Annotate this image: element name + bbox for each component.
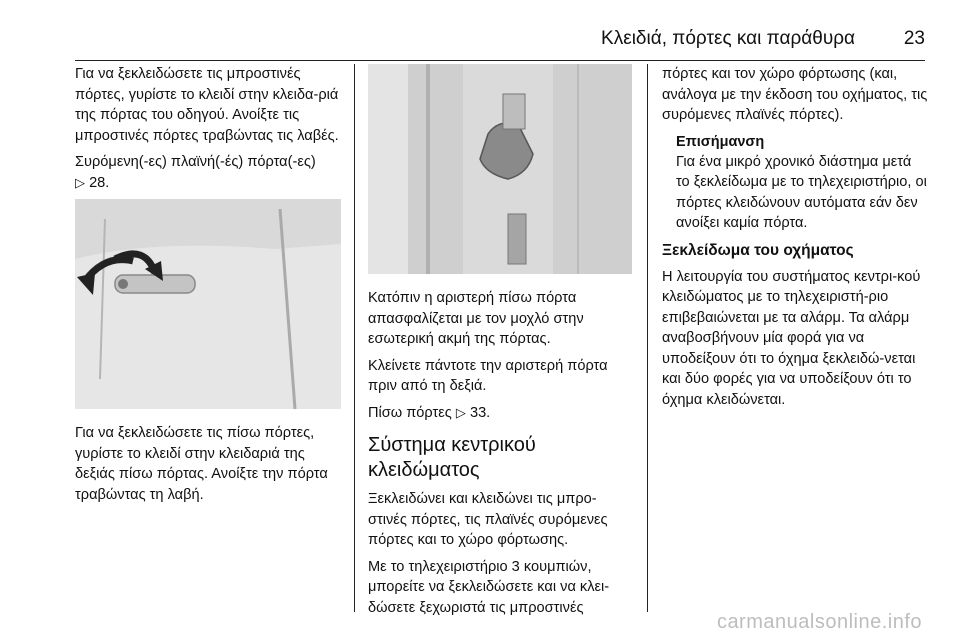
page-header xyxy=(75,22,925,52)
paragraph: Κατόπιν η αριστερή πίσω πόρτα απασφαλίζεται με τον μοχλό στην εσωτερική ακμή της πόρτας. xyxy=(368,290,584,347)
header-rule xyxy=(75,60,925,61)
paragraph xyxy=(368,403,632,424)
page-number: 23 xyxy=(903,28,925,49)
paragraph: Κλείνετε πάντοτε την αριστερή πόρτα πριν από τη δεξιά. xyxy=(368,357,608,394)
page-title: Κλειδιά, πόρτες και παράθυρα xyxy=(601,28,855,49)
rear-door-lever-illustration xyxy=(368,64,632,274)
paragraph: Ξεκλειδώνει και κλειδώνει τις μπρο-στινές πόρτες, τις πλαϊνές συρόμενες πόρτες και το χώρο φόρτωσης. xyxy=(368,491,608,548)
paragraph: Με το τηλεχειριστήριο 3 κουμπιών, μπορείτε να ξεκλειδώσετε και να κλει-δώσετε ξεχωριστά τις μπροστινές xyxy=(368,558,610,616)
watermark: carmanualsonline.info xyxy=(716,611,922,633)
reference-arrow-icon: ▷ xyxy=(75,174,85,190)
cross-reference-text: Συρόμενη(-ες) πλαϊνή(-ές) πόρτα(-ες) xyxy=(75,154,316,170)
reference-arrow-icon: ▷ xyxy=(455,404,466,420)
note-text: Για ένα μικρό χρονικό διάστημα μετά το ξεκλείδωμα με το τηλεχειριστήριο, οι πόρτες κλειδώνουν αυτόματα εάν δεν ανοίξει καμία πόρτα. xyxy=(676,153,927,231)
paragraph: Για να ξεκλειδώσετε τις πίσω πόρτες, γυρίστε το κλειδί στην κλειδαριά της δεξιάς πίσω πόρτας. Ανοίξτε την πόρτα τραβώντας τη λαβή. xyxy=(75,425,328,503)
page-reference[interactable]: 33. xyxy=(469,404,491,421)
column-2 xyxy=(368,64,632,624)
paragraph xyxy=(75,152,341,193)
section-heading: Ξεκλείδωμα του οχήματος xyxy=(662,241,854,259)
paragraph: Η λειτουργία του συστήματος κεντρι-κού κλειδώματος με το τηλεχειριστή-ριο επιβεβαιώνεται με τα αλάρμ. Τα αλάρμ αναβοσβήνουν μία φορά για να υποδείξουν ότι το όχημα ξεκλειδώ-νεται και δύο φορές για να υποδείξουν ότι το όχημα κλειδώνεται. xyxy=(662,268,921,408)
section-heading: Σύστημα κεντρικού κλειδώματος xyxy=(368,434,536,481)
column-divider xyxy=(354,64,355,612)
note-title: Επισήμανση xyxy=(676,133,765,150)
column-3 xyxy=(662,64,928,416)
paragraph: Για να ξεκλειδώσετε τις μπροστινές πόρτες, γυρίστε το κλειδί στην κλειδα-ριά της πόρτας του οδηγού. Ανοίξτε τις μπροστινές πόρτες τραβώντας τις λαβές. xyxy=(75,66,339,144)
paragraph: πόρτες και τον χώρο φόρτωσης (και, ανάλογα με την έκδοση του οχήματος, τις συρόμενες πλαϊνές πόρτες). xyxy=(662,66,928,123)
cross-reference-text: Πίσω πόρτες xyxy=(368,404,452,421)
column-1 xyxy=(75,64,341,511)
front-door-lock-illustration xyxy=(75,199,341,409)
page-reference[interactable]: 28. xyxy=(89,174,110,191)
column-divider xyxy=(647,64,648,612)
